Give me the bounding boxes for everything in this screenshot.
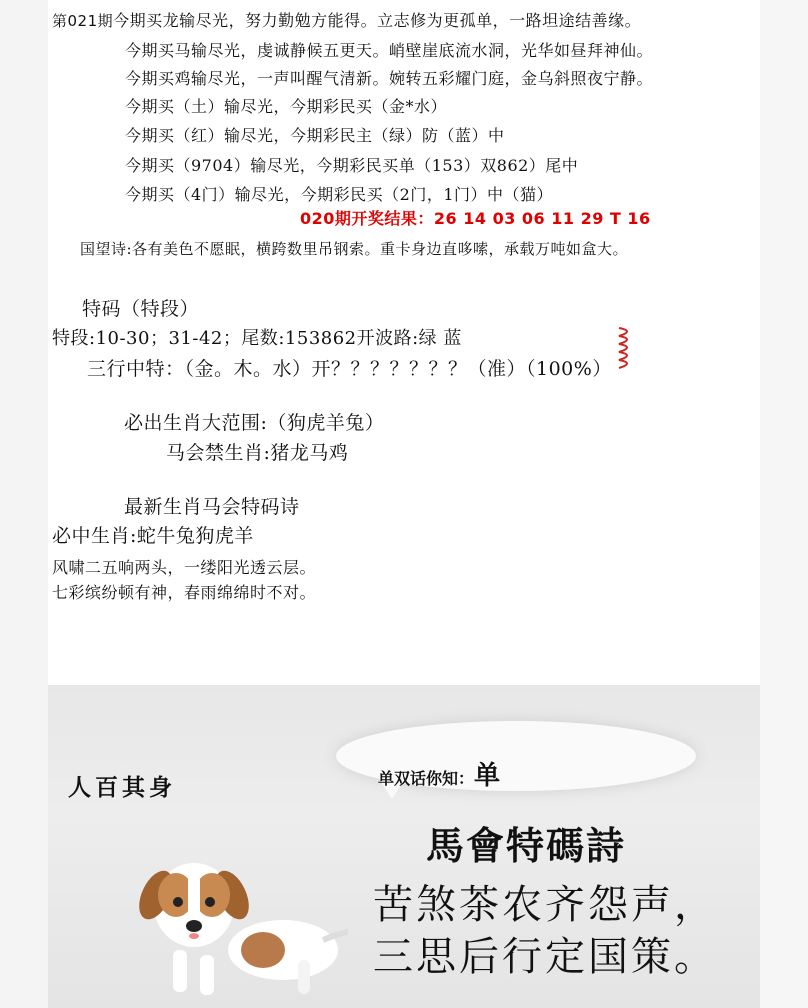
draw-result: 020期开奖结果：26 14 03 06 11 29 T 16 — [300, 209, 651, 228]
header-line-4: 今期买（土）输尽光，今期彩民买（金*水） — [125, 97, 448, 116]
poem-title: 馬會特碼詩 — [426, 823, 627, 868]
banned-zodiac: 马会禁生肖:猪龙马鸡 — [166, 442, 349, 464]
must-range: 必出生肖大范围:（狗虎羊兔） — [124, 412, 385, 434]
bubble-text — [378, 755, 500, 792]
header-line-6: 今期买（9704）输尽光，今期彩民买单（153）双862）尾中 — [125, 156, 579, 175]
poem-verse-2: 三思后行定国策。 — [373, 934, 717, 980]
must-zodiac: 必中生肖:蛇牛兔狗虎羊 — [52, 525, 254, 547]
header-line-2: 今期买马输尽光，虔诚静候五更天。峭壁崖底流水洞，光华如昼拜神仙。 — [125, 41, 654, 60]
puppy-illustration-icon — [128, 850, 348, 1000]
verse-line-1: 风啸二五响两头，一缕阳光透云层。 — [52, 558, 317, 577]
header-line-1 — [52, 8, 641, 31]
verse-line-2: 七彩缤纷顿有神，春雨绵绵时不对。 — [52, 583, 317, 602]
bubble-answer: 单 — [474, 761, 501, 791]
bottom-panel — [48, 685, 760, 1008]
header-line-7: 今期买（4门）输尽光，今期彩民买（2门，1门）中（猫） — [125, 185, 554, 204]
three-lines-special: 三行中特：（金。木。水）开？？？？？？？（准）（100%） — [87, 358, 612, 380]
right-margin — [760, 0, 808, 1008]
header-line-3: 今期买鸡输尽光，一声叫醒气清新。婉转五彩耀门庭，金乌斜照夜宁静。 — [125, 69, 654, 88]
special-heading: 特码（特段） — [82, 298, 200, 320]
left-margin — [0, 0, 48, 1008]
red-squiggle-mark — [616, 322, 638, 374]
country-poem: 国望诗:各有美色不愿眠，横跨数里吊钢索。重卡身边直哆嗦，承载万吨如盒大。 — [80, 240, 629, 258]
latest-heading: 最新生肖马会特码诗 — [124, 496, 300, 518]
header-line-5: 今期买（红）输尽光，今期彩民主（绿）防（蓝）中 — [125, 126, 505, 145]
bubble-label: 单双话你知： — [378, 769, 475, 788]
header-text-1: 今期买龙输尽光，努力勤勉方能得。立志修为更孤单，一路坦途结善缘。 — [113, 11, 642, 30]
poem-verse-1: 苦煞茶农齐怨声， — [373, 882, 717, 928]
issue-prefix: 第021期 — [52, 12, 114, 30]
special-segments: 特段:10-30；31-42；尾数:153862开波路:绿 蓝 — [52, 328, 462, 349]
caption: 人百其身 — [68, 774, 176, 801]
